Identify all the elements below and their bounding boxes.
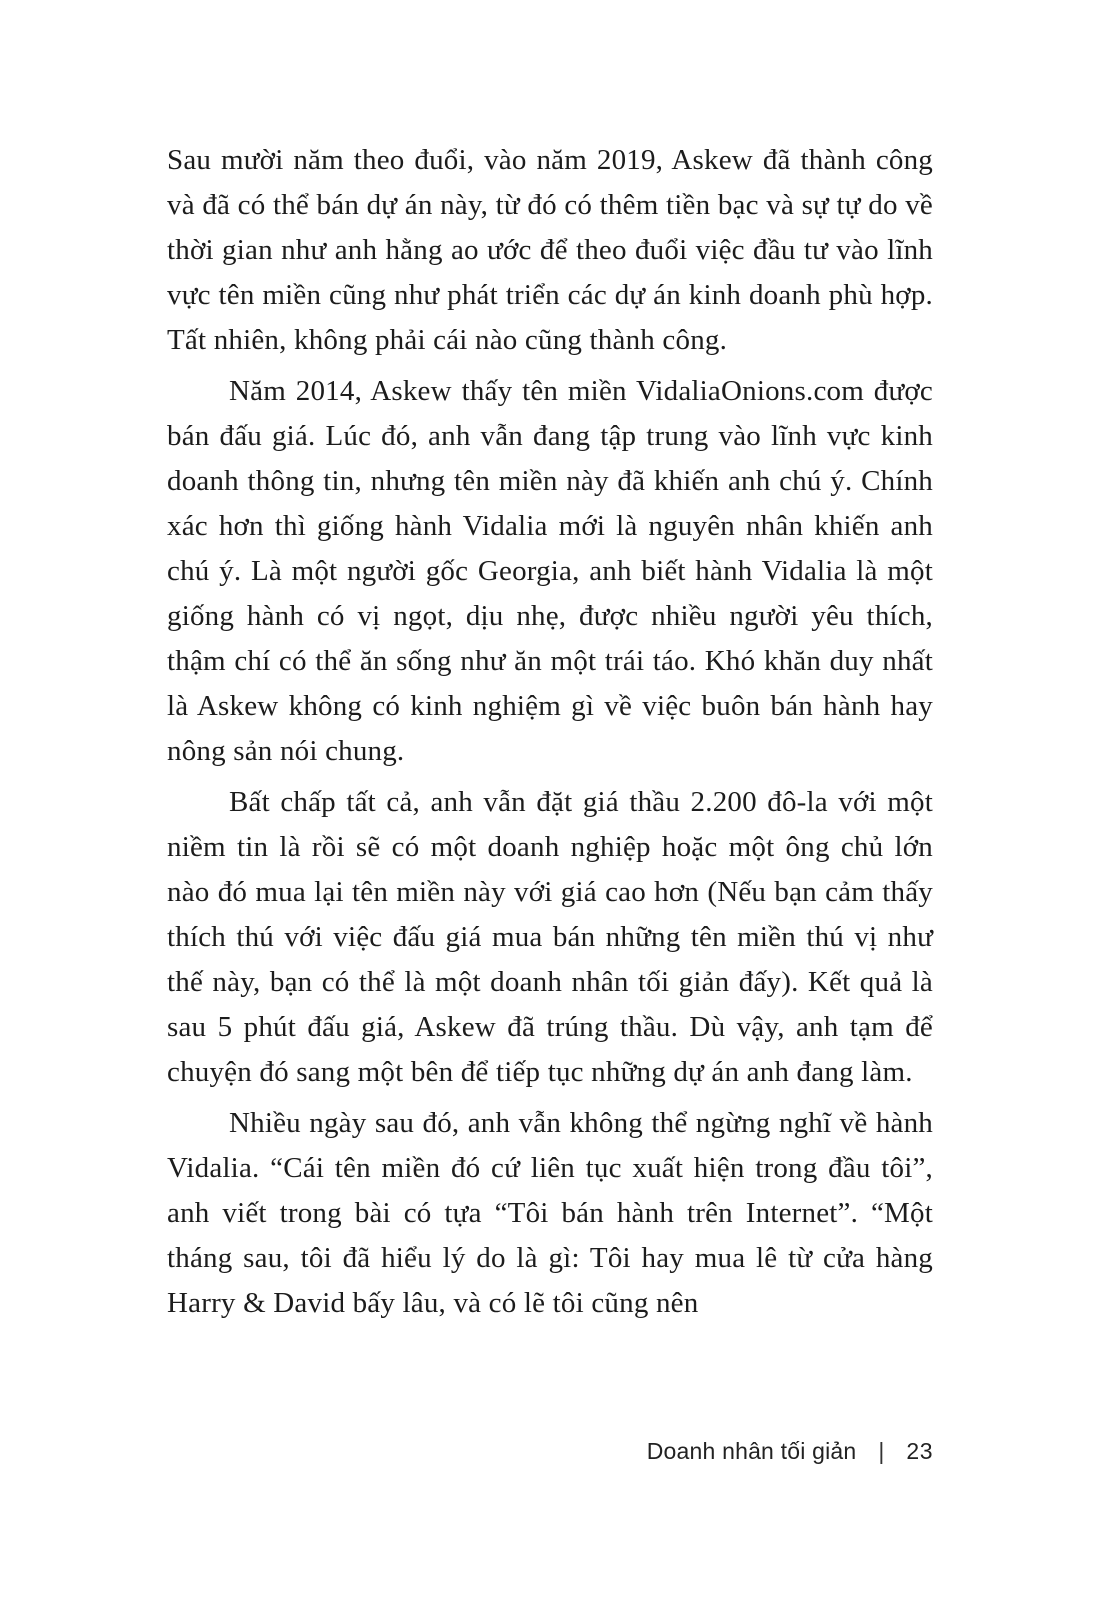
footer-separator: | bbox=[878, 1438, 885, 1464]
page-content bbox=[167, 138, 933, 1332]
footer-page-number: 23 bbox=[906, 1438, 933, 1464]
paragraph: Năm 2014, Askew thấy tên miền VidaliaOnions.com được bán đấu giá. Lúc đó, anh vẫn đang tập trung vào lĩnh vực kinh doanh thông tin, nhưng tên miền này đã khiến anh chú ý. Chính xác hơn thì giống hành Vidalia mới là nguyên nhân khiến anh chú ý. Là một người gốc Georgia, anh biết hành Vidalia là một giống hành có vị ngọt, dịu nhẹ, được nhiều người yêu thích, thậm chí có thể ăn sống như ăn một trái táo. Khó khăn duy nhất là Askew không có kinh nghiệm gì về việc buôn bán hành hay nông sản nói chung. bbox=[167, 375, 933, 767]
paragraph: Sau mười năm theo đuổi, vào năm 2019, Askew đã thành công và đã có thể bán dự án này, từ đó có thêm tiền bạc và sự tự do về thời gian như anh hằng ao ước để theo đuổi việc đầu tư vào lĩnh vực tên miền cũng như phát triển các dự án kinh doanh phù hợp. Tất nhiên, không phải cái nào cũng thành công. bbox=[167, 144, 933, 356]
paragraph: Bất chấp tất cả, anh vẫn đặt giá thầu 2.200 đô-la với một niềm tin là rồi sẽ có một doanh nghiệp hoặc một ông chủ lớn nào đó mua lại tên miền này với giá cao hơn (Nếu bạn cảm thấy thích thú với việc đấu giá mua bán những tên miền thú vị như thế này, bạn có thể là một doanh nhân tối giản đấy). Kết quả là sau 5 phút đấu giá, Askew đã trúng thầu. Dù vậy, anh tạm để chuyện đó sang một bên để tiếp tục những dự án anh đang làm. bbox=[167, 786, 933, 1088]
page-footer bbox=[647, 1438, 933, 1465]
paragraph: Nhiều ngày sau đó, anh vẫn không thể ngừng nghĩ về hành Vidalia. “Cái tên miền đó cứ liên tục xuất hiện trong đầu tôi”, anh viết trong bài có tựa “Tôi bán hành trên Internet”. “Một tháng sau, tôi đã hiểu lý do là gì: Tôi hay mua lê từ cửa hàng Harry & David bấy lâu, và có lẽ tôi cũng nên bbox=[167, 1107, 933, 1319]
footer-book-title: Doanh nhân tối giản bbox=[646, 1438, 857, 1464]
